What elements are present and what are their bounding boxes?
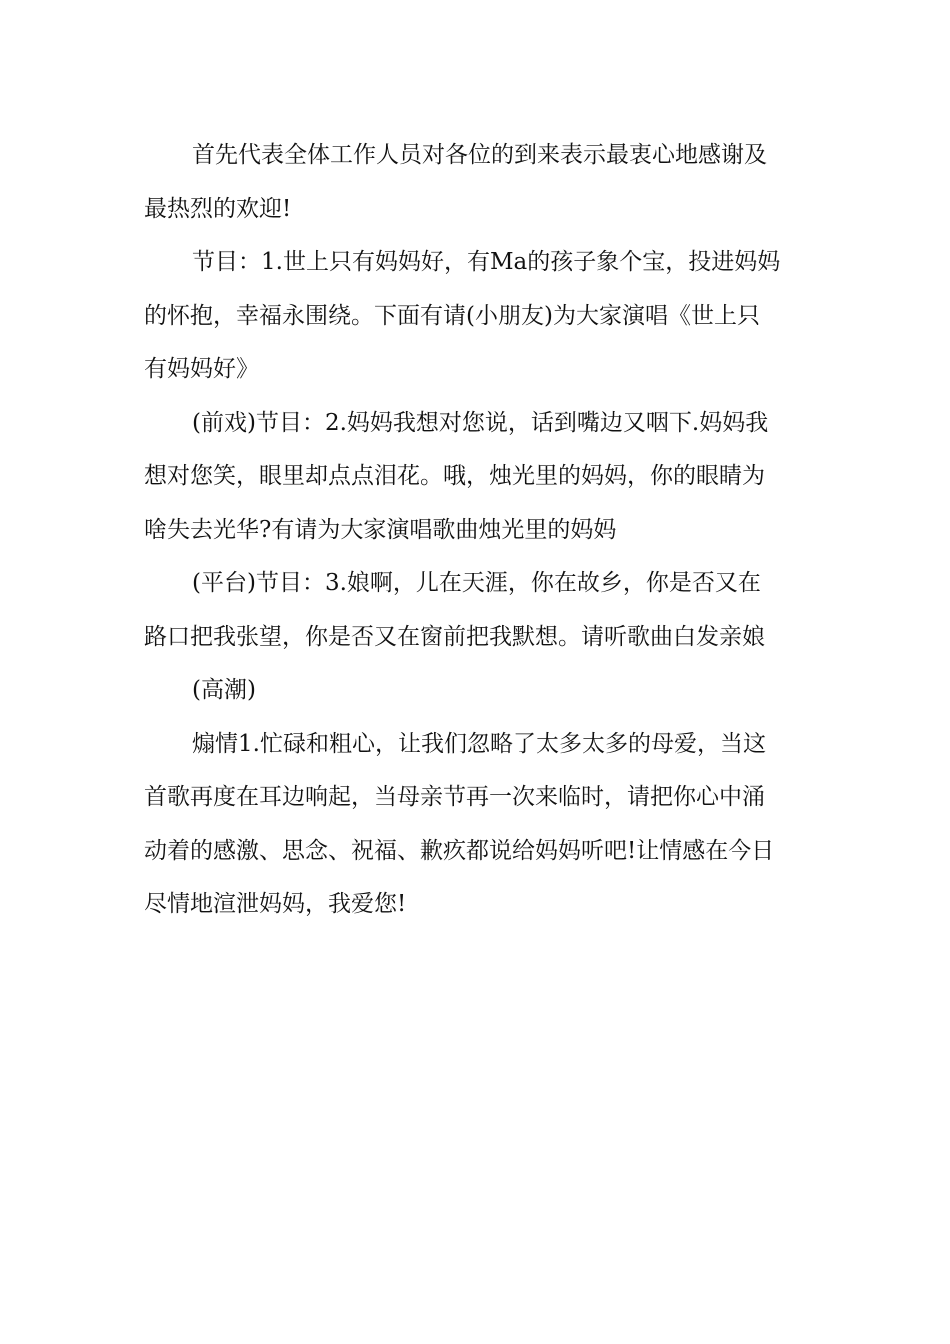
text-line: 首歌再度在耳边响起，当母亲节再一次来临时，请把你心中涌 — [144, 784, 765, 810]
text-line: 路口把我张望，你是否又在窗前把我默想。请听歌曲白发亲娘 — [144, 623, 765, 650]
text-line: 的怀抱，幸福永围绕。下面有请(小朋友)为大家演唱《世上只 — [144, 302, 760, 329]
text-line: 节目：1.世上只有妈妈好，有Ma的孩子象个宝，投进妈妈 — [192, 249, 781, 275]
text-line: (高潮) — [192, 677, 256, 703]
text-line: 动着的感激、思念、祝福、歉疚都说给妈妈听吧!让情感在今日 — [144, 837, 775, 864]
text-line: 想对您笑，眼里却点点泪花。哦，烛光里的妈妈，你的眼睛为 — [144, 463, 765, 489]
text-line: 尽情地渲泄妈妈，我爱您! — [144, 891, 407, 917]
document-body — [144, 129, 809, 932]
text-line: 煽情1.忙碌和粗心，让我们忽略了太多太多的母爱，当这 — [192, 730, 766, 757]
text-line: (前戏)节目：2.妈妈我想对您说，话到嘴边又咽下.妈妈我 — [192, 409, 769, 436]
text-line: 啥失去光华?有请为大家演唱歌曲烛光里的妈妈 — [144, 516, 617, 543]
text-line: 首先代表全体工作人员对各位的到来表示最衷心地感谢及 — [192, 142, 767, 168]
text-line: 有妈妈好》 — [144, 356, 259, 382]
text-line: (平台)节目：3.娘啊，儿在天涯，你在故乡，你是否又在 — [192, 570, 761, 596]
text-line: 最热烈的欢迎! — [144, 195, 292, 222]
